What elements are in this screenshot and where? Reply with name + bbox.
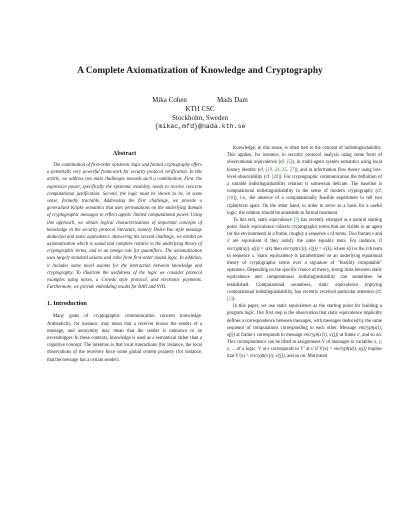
left-column xyxy=(47,150,202,364)
author-name: Mads Dam xyxy=(216,96,248,104)
math-expression: encrypt(s'(i), s'(j)) = s'(k) xyxy=(283,246,332,252)
citation-link[interactable]: [5] xyxy=(286,160,293,166)
citation-link[interactable]: [3] xyxy=(293,217,300,223)
intro-paragraph: Many goals of cryptographic communication concern knowledge. Authenticity, for instance, may mean that a receiver knows the sender of a message, and anonymity may mean that the sender is unknown to an eavesdropper. In these contexts, knowledge is used as a semantical rather than a cognitive concept: The intention is that local interactions (for instance, the local observations of the receiver) force some global system property (for instance, that the message has a certain sender). xyxy=(47,314,202,363)
paper-title: A Complete Axiomatization of Knowledge and Cryptography xyxy=(77,66,323,76)
abstract-text: The combination of first-order epistemic logic and formal cryptography offers a potentially very powerful framework for security protocol verification. In this article, we address two main challenges towards such a combination; First, the expressive power, specifically the epistemic modality, needs to receive concrete computational justification. Second, the logic must be shown to be, in some sense, formally tractable. Addressing the first challenge, we provide a generalized Kripke semantics that uses permutations on the underlying domain of cryptographic messages to reflect agents' limited computational power. Using this approach, we obtain logical characterizations of important concepts of knowledge in the security protocol literature, namely Dolev-Yao style message deduction and static equivalence. Answering the second challenge, we exhibit an axiomatization which is sound and complete relative to the underlying theory of cryptographic terms, and to an omega rule for quantifiers. The axiomatization uses largely standard axioms and rules from first-order modal logic. In addition, it includes some novel axioms for the interaction between knowledge and cryptography. To illustrate the usefulness of the logic we consider protocol examples using mixes, a Crowds style protocol, and electronic payments. Furthermore, we provide embedding results for BAN and SVO. xyxy=(47,163,202,291)
math-expression: encrypt(s(i), s(j)) = s(k) xyxy=(227,246,273,252)
location: Stockholm, Sweden xyxy=(172,114,228,122)
abstract-heading: Abstract xyxy=(112,150,137,157)
author-name: Mika Cohen xyxy=(152,96,187,104)
right-column xyxy=(227,145,382,361)
citation-link[interactable]: [1] xyxy=(227,296,233,302)
email: {mikac,mfd}@nada.kth.se xyxy=(154,123,246,130)
math-expression: encrypt(s'(i), s'(j)) xyxy=(303,332,339,338)
math-expression: encrypt(s(i), s(j)) xyxy=(227,325,382,338)
body-paragraph: To this end, static equivalence [3] has recently emerged as a natural starting point. Static equivalence collects cryptographic terms that are visible to an agent (or the environment) in a frame, roughly a sequence s of terms. Two frames s and s' are equivalent if they satisfy the same equality tests. For instance, if encrypt(s(i), s(j)) = s(k) then encrypt(s'(i), s'(j)) = s'(k), where s(i) is the i:th term in sequence s. Static equivalence is parametrized on an underlying equational theory of cryptographic terms over a signature of "feasibly computable" operators. Depending on the specific choice of theory, strong links between static equivalence and computational indistinguishability can sometimes be established. Computational soundness, static equivalence implying computational indistinguishability, has recently received particular attention (cf. [1]). xyxy=(227,217,382,302)
math-expression: encrypt(s'(i), s'(j)) xyxy=(250,354,285,360)
affiliation: KTH CSC xyxy=(185,105,215,113)
citation-link[interactable]: [28] xyxy=(271,174,280,180)
citation-link[interactable]: [18] xyxy=(227,196,235,202)
math-expression: encrypt(s(i), s(j)) xyxy=(333,347,367,353)
section-heading: 1. Introduction xyxy=(47,300,87,308)
citation-link[interactable]: [19, 24, 25, 27] xyxy=(265,167,296,173)
body-paragraph: Knowledge, in this sense, is often tied to the concept of indistinguishability. This applies, for instance, in security protocol analysis using some form of observational equivalence (cf. [5]), in multi-agent system semantics using local history identity (cf. [19, 24, 25, 27]), and in information flow theory using low-level observability (cf. [28]). For cryptographic communication the definition of a suitable indistinguishability relation is somewhat delicate. The baseline is computational indistinguishability in the sense of modern cryptography (cf. [18]), i.e., the absence of a computationally feasible experiment to tell two ciphertexts apart. On the other hand, in order to serve as a basis for a useful logic, the relation should be amenable to formal treatment. xyxy=(227,146,382,216)
author-list xyxy=(0,96,400,104)
body-paragraph: In this paper, we use static equivalence as the starting point for building a program logic. Our first step is the observation that static equivalence implicitly defines a correspondence between messages, with messages deduced by the same sequence of computations corresponding to each other. Message encrypt(s(i), s(j)) at frame s corresponds to message encrypt(s'(i), s'(j)) at frame s', and so on. This correspondence can be lifted to assignments V of messages to variables x, y, z, ... of a logic: V at s corresponds to V' at s' if V(x) = encrypt(s(i), s(j)) implies that V'(x) = encrypt(s'(i), s'(j)), and so on. Motivated xyxy=(227,304,382,360)
